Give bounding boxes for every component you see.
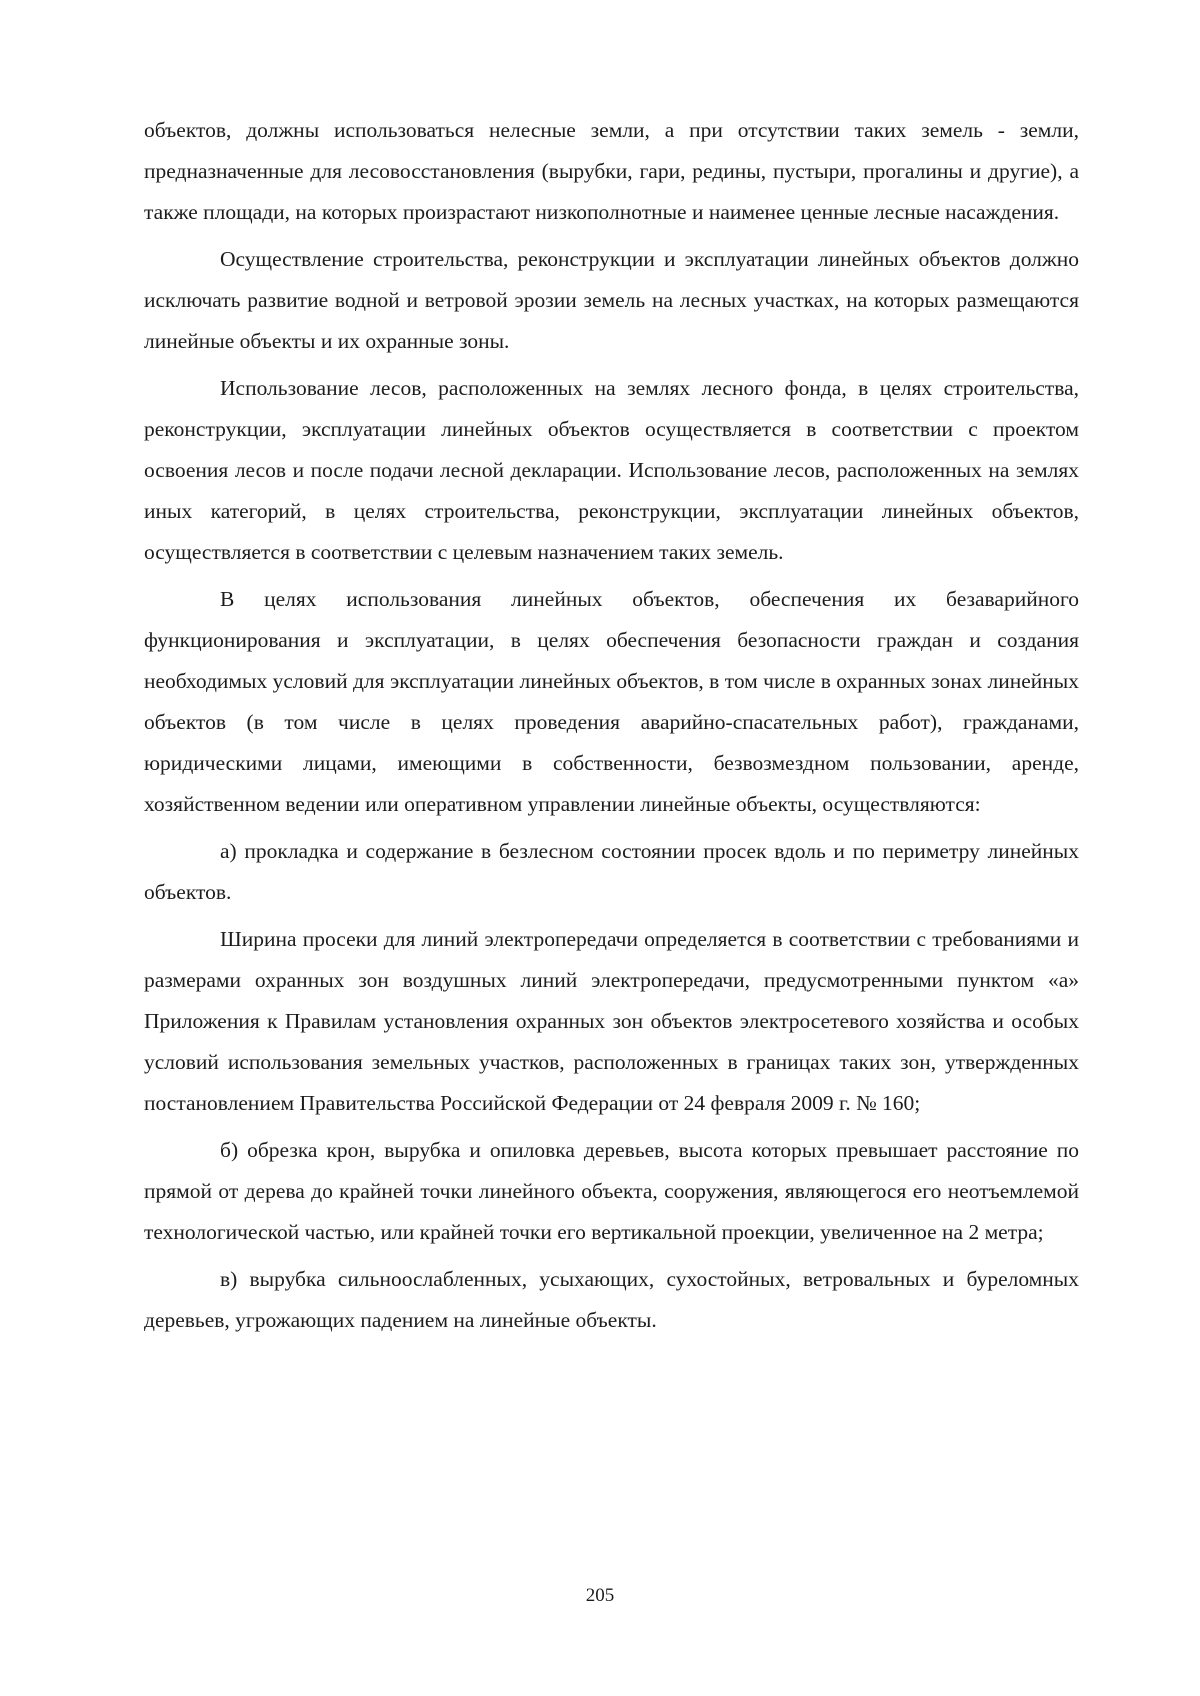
paragraph-8-item-c: в) вырубка сильноослабленных, усыхающих, сухостойных, ветровальных и буреломных деревьев, угрожающих падением на линейные объекты. (144, 1267, 1079, 1332)
paragraph-5-item-a: а) прокладка и содержание в безлесном состоянии просек вдоль и по периметру линейных объектов. (144, 839, 1079, 904)
paragraph-6: Ширина просеки для линий электропередачи определяется в соответствии с требованиями и размерами охранных зон воздушных линий электропередачи, предусмотренными пунктом «а» Приложения к Правилам установления охранных зон объектов электросетевого хозяйства и особых условий использования земельных участков, расположенных в границах таких зон, утвержденных постановлением Правительства Российской Федерации от 24 февраля 2009 г. № 160; (144, 927, 1079, 1115)
document-body (144, 110, 1079, 1347)
paragraph-4: В целях использования линейных объектов, обеспечения их безаварийного функционирования и эксплуатации, в целях обеспечения безопасности граждан и создания необходимых условий для эксплуатации линейных объектов, в том числе в охранных зонах линейных объектов (в том числе в целях проведения аварийно-спасательных работ), гражданами, юридическими лицами, имеющими в собственности, безвозмездном пользовании, аренде, хозяйственном ведении или оперативном управлении линейные объекты, осуществляются: (144, 587, 1079, 816)
paragraph-7-item-b: б) обрезка крон, вырубка и опиловка деревьев, высота которых превышает расстояние по прямой от дерева до крайней точки линейного объекта, сооружения, являющегося его неотъемлемой технологической частью, или крайней точки его вертикальной проекции, увеличенное на 2 метра; (144, 1138, 1079, 1244)
paragraph-1: объектов, должны использоваться нелесные земли, а при отсутствии таких земель - земли, предназначенные для лесовосстановления (вырубки, гари, редины, пустыри, прогалины и другие), а также площади, на которых произрастают низкополнотные и наименее ценные лесные насаждения. (144, 118, 1079, 224)
paragraph-3: Использование лесов, расположенных на землях лесного фонда, в целях строительства, реконструкции, эксплуатации линейных объектов осуществляется в соответствии с проектом освоения лесов и после подачи лесной декларации. Использование лесов, расположенных на землях иных категорий, в целях строительства, реконструкции, эксплуатации линейных объектов, осуществляется в соответствии с целевым назначением таких земель. (144, 376, 1079, 564)
page-number: 205 (585, 1585, 615, 1606)
paragraph-2: Осуществление строительства, реконструкции и эксплуатации линейных объектов должно исключать развитие водной и ветровой эрозии земель на лесных участках, на которых размещаются линейные объекты и их охранные зоны. (144, 247, 1079, 353)
